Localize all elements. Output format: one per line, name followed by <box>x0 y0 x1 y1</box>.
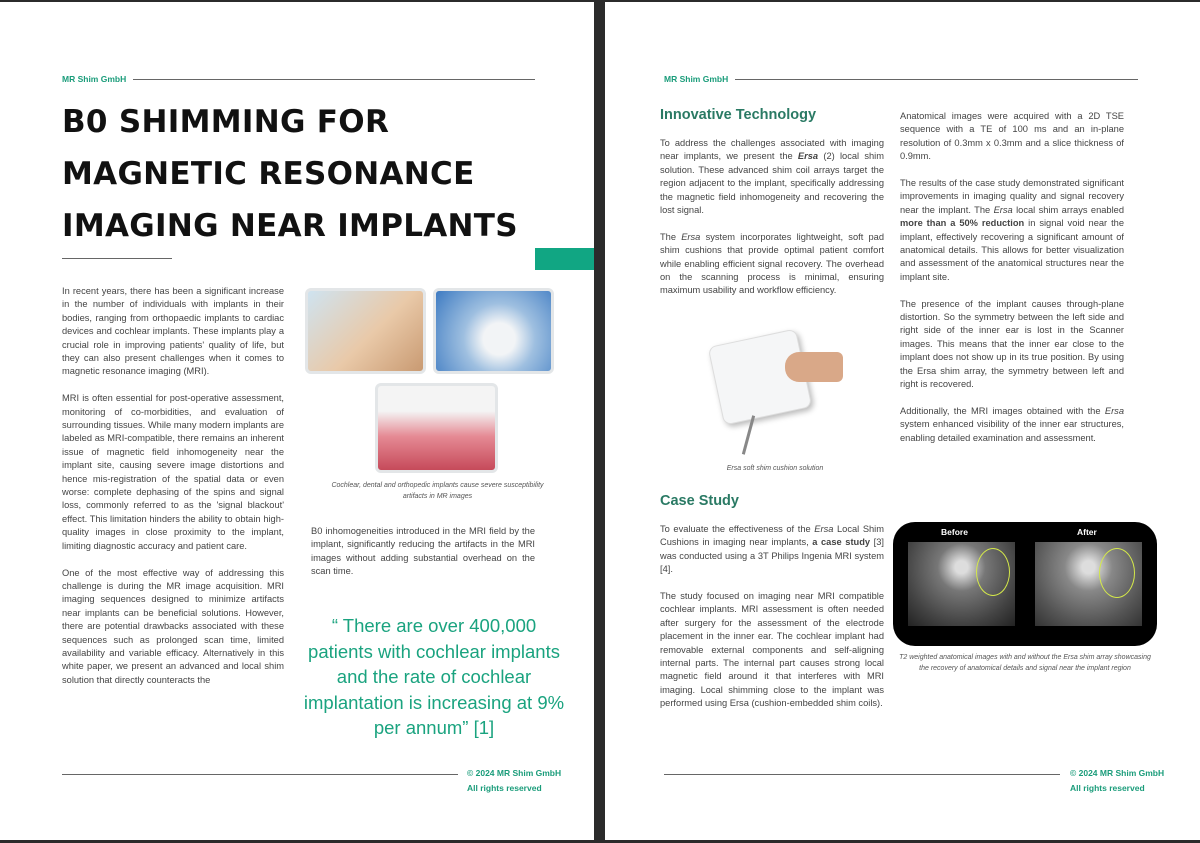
paragraph <box>660 137 884 217</box>
text: The <box>660 231 682 242</box>
dental-implant-photo <box>375 383 498 473</box>
brand-header: MR Shim GmbH <box>62 74 127 84</box>
text: To address the challenges associated with imaging near implants, we present the <box>660 138 884 162</box>
paragraph: In recent years, there has been a significant increase in the number of individuals with implants in their bodies, ranging from orthopaedic implants to cardiac devices and cochlear implants. These implants play a crucial role in improving patients' quality of life, but they can also present challenges when it comes to magnetic resonance imaging (MRI). <box>62 286 284 377</box>
footer <box>467 766 561 796</box>
mri-after-image <box>1035 542 1142 626</box>
paragraph: The presence of the implant causes through-plane distortion. So the symmetry between the left side and right side of the inner ear is lost in the Scanner images. This means that the inner ear close to the implant does not show up in its true position. By using the Ersa shim array, the symmetry between left and right is recovered. <box>900 298 1124 390</box>
brand-header: MR Shim GmbH <box>664 74 729 84</box>
footer-copyright: © 2024 MR Shim GmbH <box>1070 768 1165 778</box>
paragraph <box>660 523 884 577</box>
accent-bar <box>535 248 594 270</box>
continuation-text: B0 inhomogeneities introduced in the MRI field by the implant, significantly reducing the artifacts in the MRI images without adding substantial overhead on the scan time. <box>311 526 535 577</box>
before-label: Before <box>941 527 968 537</box>
text: To evaluate the effectiveness of the <box>660 524 815 534</box>
product-name: Ersa <box>1104 405 1124 416</box>
footer-rights: All rights reserved <box>1070 783 1145 793</box>
product-name: Ersa <box>814 524 834 534</box>
page-1 <box>0 2 594 840</box>
hip-implant-photo <box>433 288 554 374</box>
case-study-text <box>660 523 884 724</box>
header-divider <box>735 79 1138 80</box>
paragraph: MRI is often essential for post-operative assessment, monitoring of co-morbidities, and evaluation of surrounding tissues. While many modern implants are labeled as MRI-compatible, there remains an inherent issue of magnetic field inhomogeneity near the implant site, causing severe image distortions and hence mis-registration of the spatial data or even worse: complete dephasing of the spins and signal loss, commonly referred to as the 'signal blackout' effect. This limitation hinders the ability to obtain high-quality images in close proximity to the implant, limiting diagnostic accuracy and patient care. <box>62 393 284 551</box>
text: The results of the case study demonstrated significant improvements in imaging quality and signal recovery near the implant. The <box>900 178 1124 215</box>
paragraph: One of the most effective way of addressing this challenge is during the MR image acquisition. MRI imaging sequences designed to minimize artifacts near implants can be beneficial solutions. However, there are potential drawbacks associated with these sequences such as prolonged scan time, limited availability and variable efficacy. Alternatively in this white paper, we present an advanced and local shim solution that directly counteracts the <box>62 567 284 685</box>
text: (2) local shim solution. These advanced shim coil arrays target the region adjacent to the implant, specifically addressing the magnetic field inhomogeneity and recovering the lost signal. <box>660 151 884 216</box>
page-title: B0 SHIMMING FOR MAGNETIC RESONANCE IMAGING NEAR IMPLANTS <box>62 104 518 244</box>
cochlear-implant-photo <box>305 288 426 374</box>
text: [3] was conducted using a 3T Philips Ingenia MRI system [4]. <box>660 537 884 575</box>
cushion-caption: Ersa soft shim cushion solution <box>726 465 824 472</box>
text: local shim arrays enabled <box>1012 204 1124 215</box>
pull-quote: “ There are over 400,000 patients with cochlear implants and the rate of cochlear implantation is increasing at 9% per annum” [1] <box>303 615 565 738</box>
paragraph: The study focused on imaging near MRI compatible cochlear implants. MRI assessment is often needed after surgery for the assessment of the electrode placement in the inner ear. The cochlear implant had removable external components and self-aligning internal parts. The internal part causes strong local magnetic field around it that interferes with MRI imaging. Local shimming close to the implant was performed using Ersa (cushion-embedded shim coils). <box>660 591 884 709</box>
results-text <box>900 110 1124 459</box>
paragraph <box>900 405 1124 445</box>
emphasis: a case study <box>812 537 871 548</box>
case-study-heading: Case Study <box>660 493 739 509</box>
footer-rights: All rights reserved <box>467 783 542 793</box>
text: system enhanced visibility of the inner ear structures, enabling detailed examination and assessment. <box>900 419 1124 443</box>
mri-comparison-figure <box>893 522 1157 646</box>
product-name: Ersa <box>797 151 819 162</box>
mri-before-image <box>908 542 1015 626</box>
text: system incorporates lightweight, soft pad shim cushions that provide optimal patient comfort while enabling efficient signal recovery. The overhead on the scanning process is minimal, ensuring maximum usability and workflow efficiency. <box>660 231 884 296</box>
product-name: Ersa <box>681 231 701 242</box>
text: Additionally, the MRI images obtained with the <box>900 405 1105 416</box>
footer-divider <box>62 774 458 775</box>
product-name: Ersa <box>993 204 1013 215</box>
paragraph: Anatomical images were acquired with a 2D TSE sequence with a TE of 100 ms and an in-plane resolution of 0.3mm x 0.3mm and a slice thickness of 0.9mm. <box>900 111 1124 162</box>
highlight-ellipse <box>1099 548 1135 598</box>
innovative-text <box>660 137 884 311</box>
emphasis: more than a 50% reduction <box>900 218 1025 229</box>
footer <box>1070 766 1164 796</box>
title-underline <box>62 258 172 259</box>
intro-text <box>62 285 284 701</box>
highlight-ellipse <box>976 548 1010 596</box>
innovative-technology-heading: Innovative Technology <box>660 107 817 123</box>
mri-caption: T2 weighted anatomical images with and without the Ersa shim array showcasing the recovery of anatomical details and signal near the implant region <box>899 654 1151 672</box>
text: Local Shim Cushions in imaging near implants, <box>660 524 884 548</box>
text: in signal void near the implant, effectively recovering a significant amount of anatomical details. This allows for better visualization and assessment of the anatomical structures near the implant site. <box>900 218 1124 282</box>
footer-divider <box>664 774 1060 775</box>
paragraph <box>900 177 1124 284</box>
paragraph <box>660 231 884 298</box>
shim-cushion-photo <box>705 327 845 457</box>
implants-caption: Cochlear, dental and orthopedic implants cause severe susceptibility artifacts in MR images <box>331 482 544 500</box>
footer-copyright: © 2024 MR Shim GmbH <box>467 768 562 778</box>
header-divider <box>133 79 535 80</box>
after-label: After <box>1077 527 1097 537</box>
page-2 <box>605 2 1200 840</box>
